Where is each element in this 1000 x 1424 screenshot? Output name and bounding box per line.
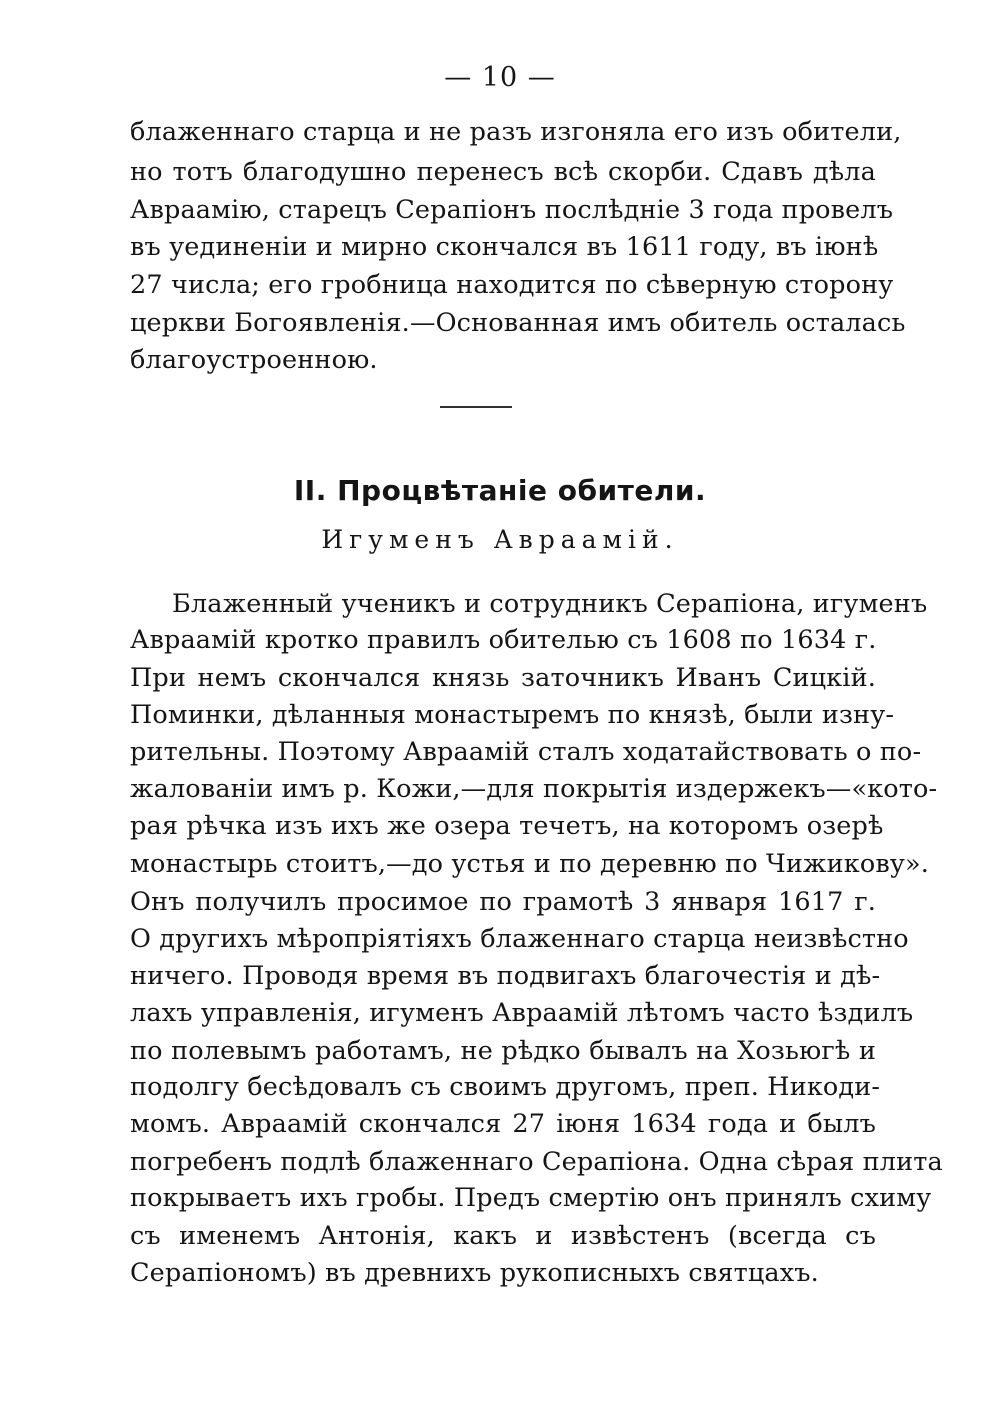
body-line: О другихъ мѣропріятіяхъ блаженнаго старца неизвѣстно	[130, 924, 909, 954]
body-line: Онъ получилъ просимое по грамотѣ 3 января 1617 г.	[130, 887, 876, 917]
body-line: Серапіономъ) въ древнихъ рукописныхъ святцахъ.	[130, 1258, 819, 1288]
body-line: Авраамій кротко правилъ обителью съ 1608 по 1634 г.	[130, 625, 877, 655]
body-line: ничего. Проводя время въ подвигахъ благочестія и дѣ-	[130, 961, 881, 991]
body-line: покрываетъ ихъ гробы. Предъ смертію онъ принялъ схиму	[130, 1183, 932, 1213]
body-line: рительны. Поэтому Авраамій сталъ ходатайствовать о по-	[130, 737, 922, 767]
body-line: монастырь стоитъ,—до устья и по деревню по Чижикову».	[130, 849, 930, 879]
body-line: по полевымъ работамъ, не рѣдко бывалъ на Хозьюгѣ и	[130, 1036, 876, 1066]
body-line: Поминки, дѣланныя монастыремъ по князѣ, были изну-	[130, 700, 895, 730]
body-line: жалованіи имъ р. Кожи,—для покрытія издержекъ—«кото-	[130, 774, 938, 804]
section-title: II. Процвѣтаніе обители.	[293, 474, 707, 507]
body-line: съ именемъ Антонія, какъ и извѣстенъ (всегда съ	[130, 1221, 876, 1251]
intro-line: блаженнаго старца и не разъ изгоняла его изъ обители,	[130, 117, 902, 147]
body-line: Блаженный ученикъ и сотрудникъ Серапіона, игуменъ	[172, 589, 928, 619]
intro-line: въ уединеніи и мирно скончался въ 1611 году, въ іюнѣ	[130, 232, 879, 262]
body-line: лахъ управленія, игуменъ Авраамій лѣтомъ часто ѣздилъ	[130, 998, 914, 1028]
section-subtitle: Игуменъ Авраамій.	[321, 525, 679, 554]
page-number: — 10 —	[444, 62, 556, 93]
intro-line: 27 числа; его гробница находится по сѣверную сторону	[130, 270, 894, 300]
body-line: момъ. Авраамій скончался 27 іюня 1634 года и былъ	[130, 1109, 876, 1139]
body-line: погребенъ подлѣ блаженнаго Серапіона. Одна сѣрая плита	[130, 1147, 943, 1177]
section-divider	[440, 406, 512, 408]
intro-line: благоустроенною.	[130, 345, 378, 375]
body-line: При немъ скончался князь заточникъ Иванъ Сицкій.	[130, 663, 876, 693]
intro-line: но тотъ благодушно перенесъ всѣ скорби. Сдавъ дѣла	[130, 157, 876, 187]
body-line: рая рѣчка изъ ихъ же озера течетъ, на которомъ озерѣ	[130, 811, 884, 841]
intro-line: Авраамію, старецъ Серапіонъ послѣдніе 3 года провелъ	[130, 195, 894, 225]
intro-line: церкви Богоявленія.—Основанная имъ обитель осталась	[130, 308, 906, 338]
body-line: подолгу бесѣдовалъ съ своимъ другомъ, преп. Никоди-	[130, 1072, 881, 1102]
